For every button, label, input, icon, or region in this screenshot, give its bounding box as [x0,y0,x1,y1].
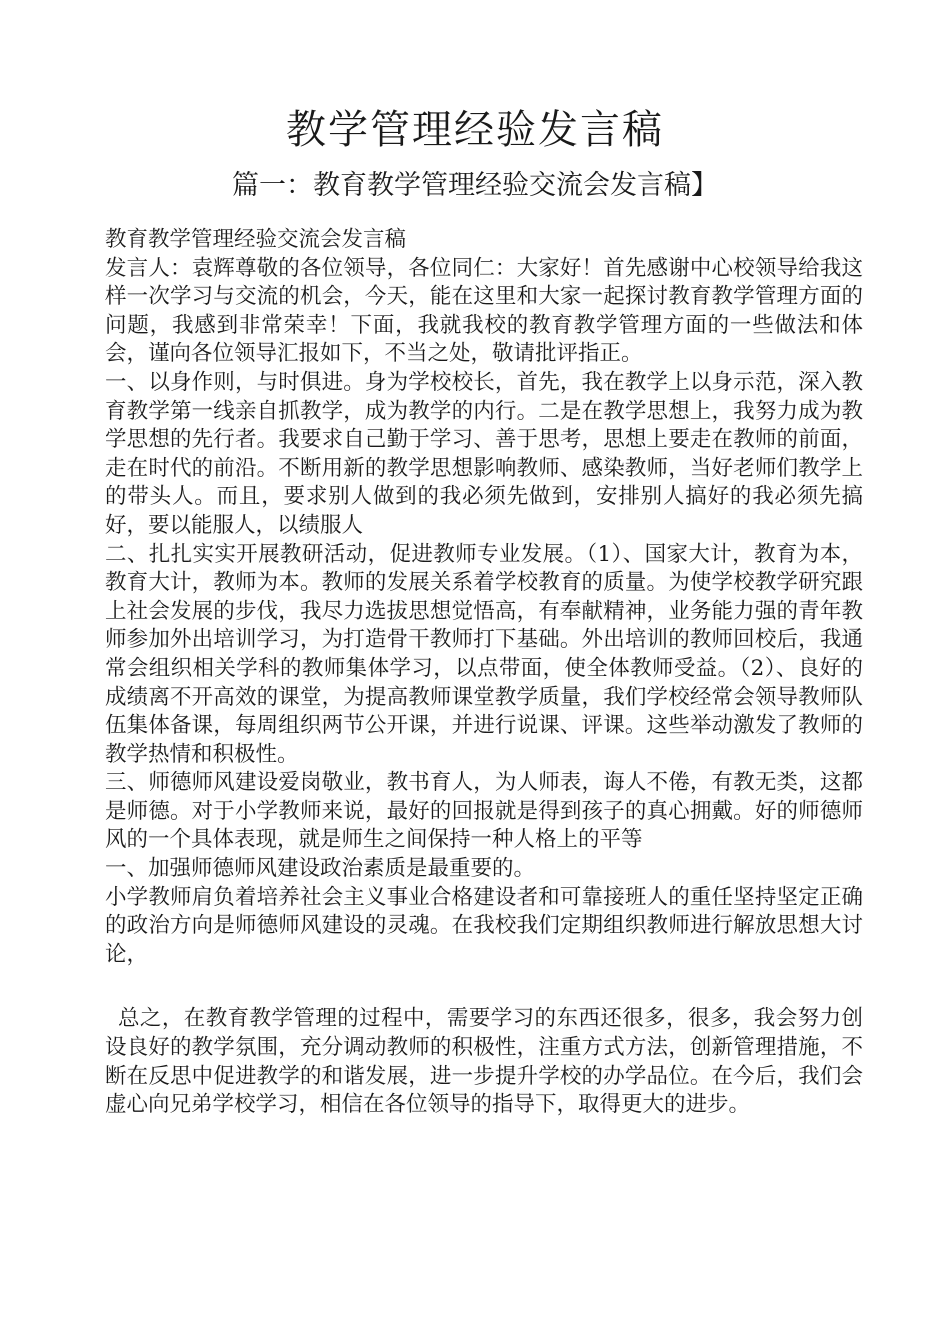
paragraph-section-3: 三、师德师风建设爱岗敬业，教书育人，为人师表，诲人不倦，有教无类，这都是师德。对于小学教师来说，最好的回报就是得到孩子的真心拥戴。好的师德师风的一个具体表现，就是师生之间保持一种人格上的平等 [105,770,863,853]
paragraph-closing: 总之，在教育教学管理的过程中，需要学习的东西还很多，很多，我会努力创设良好的教学氛围，充分调动教师的积极性，注重方式方法，创新管理措施，不断在反思中促进教学的和谐发展，进一步提升学校的办学品位。在今后，我们会虚心向兄弟学校学习，相信在各位领导的指导下，取得更大的进步。 [105,1006,863,1118]
paragraph-subheading: 一、加强师德师风建设政治素质是最重要的。 [105,856,536,882]
paragraph-section-1: 一、以身作则，与时俱进。身为学校校长，首先，我在教学上以身示范，深入教育教学第一线亲自抓教学，成为教学的内行。二是在教学思想上，我努力成为教学思想的先行者。我要求自己勤于学习、善于思考，思想上要走在教师的前面，走在时代的前沿。不断用新的教学思想影响教师、感染教师，当好老师们教学上的带头人。而且，要求别人做到的我必须先做到，安排别人搞好的我必须先搞好，要以能服人，以绩服人 [105,369,863,538]
paragraph-intro: 发言人：袁辉尊敬的各位领导，各位同仁：大家好！首先感谢中心校领导给我这样一次学习与交流的机会，今天，能在这里和大家一起探讨教育教学管理方面的问题，我感到非常荣幸！下面，我就我校的教育教学管理方面的一些做法和体会，谨向各位领导汇报如下，不当之处，敬请批评指正。 [105,255,863,367]
paragraph-section-2: 二、扎扎实实开展教研活动，促进教师专业发展。（1）、国家大计，教育为本，教育大计，教师为本。教师的发展关系着学校教育的质量。为使学校教学研究跟上社会发展的步伐，我尽力选拔思想觉悟高，有奉献精神，业务能力强的青年教师参加外出培训学习，为打造骨干教师打下基础。外出培训的教师回校后，我通常会组织相关学科的教师集体学习，以点带面，使全体教师受益。（2）、良好的成绩离不开高效的课堂，为提高教师课堂教学质量，我们学校经常会领导教师队伍集体备课，每周组织两节公开课，并进行说课、评课。这些举动激发了教师的教学热情和积极性。 [105,541,863,767]
document-subtitle: 篇一：教育教学管理经验交流会发言稿】 [232,170,718,201]
document-title: 教学管理经验发言稿 [286,107,664,153]
document-body [105,226,863,1120]
section-heading: 教育教学管理经验交流会发言稿 [105,227,407,252]
paragraph-political: 小学教师肩负着培养社会主义事业合格建设者和可靠接班人的重任坚持坚定正确的政治方向是师德师风建设的灵魂。在我校我们定期组织教师进行解放思想大讨论， [105,884,863,967]
paragraph-spacer [105,969,863,1005]
